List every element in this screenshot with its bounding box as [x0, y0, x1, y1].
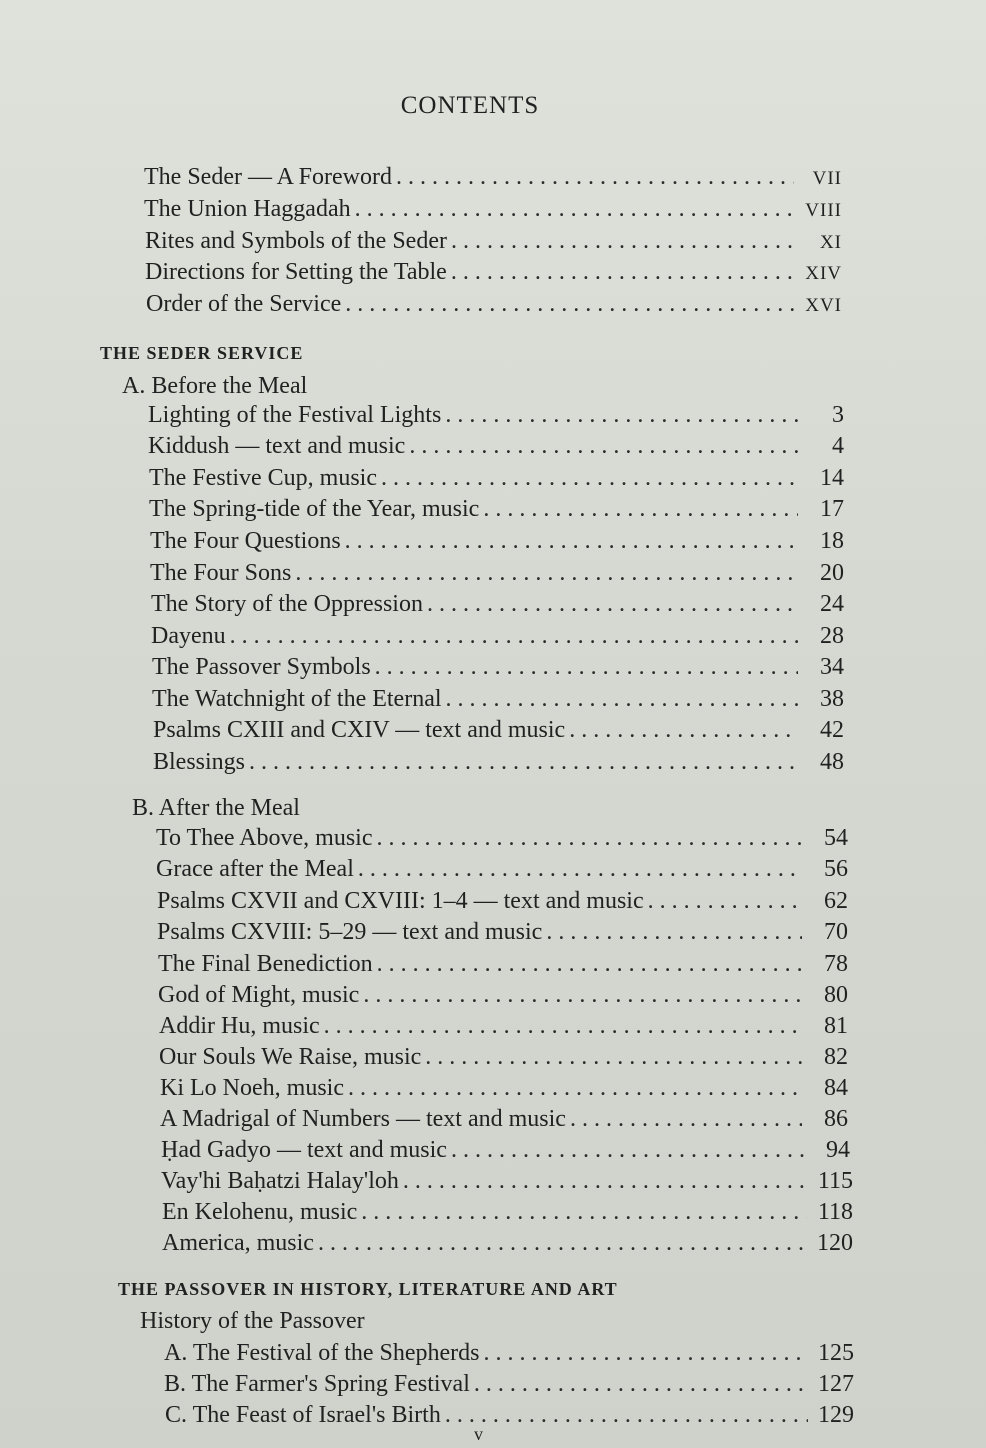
toc-entry-page: 78: [824, 951, 848, 977]
toc-entry-page: 94: [826, 1137, 850, 1163]
toc-entry: [158, 980, 848, 1010]
toc-entry: [159, 1042, 848, 1072]
leader-dots: [451, 1135, 804, 1165]
toc-entry-title: Ki Lo Noeh, music: [160, 1075, 344, 1101]
toc-entry-page: 20: [820, 560, 844, 586]
toc-entry-title: To Thee Above, music: [156, 825, 373, 851]
toc-entry-page: 17: [820, 496, 844, 522]
toc-entry-title: Psalms CXVII and CXVIII: 1–4 — text and music: [157, 888, 644, 914]
leader-dots: [451, 257, 794, 287]
leader-dots: [358, 854, 802, 884]
toc-entry-title: Kiddush — text and music: [148, 433, 406, 459]
toc-entry-page: 115: [817, 1168, 853, 1194]
toc-entry-page: VIII: [805, 200, 842, 221]
toc-entry-title: The Story of the Oppression: [151, 591, 423, 617]
toc-entry-page: 62: [824, 888, 848, 914]
leader-dots: [377, 823, 802, 853]
leader-dots: [484, 1338, 808, 1368]
toc-entry-page: 54: [824, 825, 848, 851]
toc-entry-page: 14: [820, 465, 844, 491]
toc-entry: [146, 289, 842, 321]
toc-entry-page: 118: [817, 1199, 853, 1225]
leader-dots: [425, 1042, 802, 1072]
toc-entry-title: The Watchnight of the Eternal: [152, 686, 442, 712]
toc-entry-page: 28: [820, 623, 844, 649]
toc-entry: [151, 621, 844, 651]
section-heading-passover-history: THE PASSOVER IN HISTORY, LITERATURE AND ART: [118, 1279, 618, 1299]
toc-entry-title: A Madrigal of Numbers — text and music: [160, 1106, 566, 1132]
toc-entry-title: God of Might, music: [158, 982, 360, 1008]
toc-entry-title: The Four Questions: [150, 528, 341, 554]
toc-entry-title: Our Souls We Raise, music: [159, 1044, 422, 1070]
toc-entry: [148, 400, 844, 430]
toc-entry-page: 120: [817, 1230, 853, 1256]
toc-entry: [162, 1228, 853, 1258]
leader-dots: [345, 526, 798, 556]
toc-entry: [164, 1338, 854, 1368]
toc-entry-title: The Spring-tide of the Year, music: [149, 496, 480, 522]
toc-entry: [145, 226, 842, 258]
toc-entry: [164, 1369, 854, 1399]
toc-entry-title: Psalms CXIII and CXIV — text and music: [153, 717, 566, 743]
toc-entry-page: VII: [812, 168, 842, 189]
toc-entry-title: Vay'hi Baḥatzi Halay'loh: [161, 1168, 399, 1194]
leader-dots: [648, 886, 802, 916]
leader-dots: [546, 917, 802, 947]
leader-dots: [451, 226, 794, 256]
toc-entry-title: En Kelohenu, music: [162, 1199, 358, 1225]
toc-entry: [157, 886, 848, 916]
toc-entry-page: 38: [820, 686, 844, 712]
toc-entry-title: Directions for Setting the Table: [145, 259, 447, 285]
leader-dots: [445, 400, 798, 430]
page-number: v: [474, 1424, 483, 1444]
toc-entry-page: 80: [824, 982, 848, 1008]
leader-dots: [483, 494, 798, 524]
toc-entry: [145, 257, 842, 289]
toc-entry: [144, 194, 842, 226]
toc-entry-title: The Union Haggadah: [144, 196, 351, 222]
toc-entry-title: The Four Sons: [150, 560, 292, 586]
leader-dots: [324, 1011, 802, 1041]
toc-entry: [156, 854, 848, 884]
toc-entry: [158, 949, 848, 979]
leader-dots: [375, 652, 798, 682]
toc-entry: [153, 747, 844, 777]
toc-entry-page: 127: [818, 1371, 854, 1397]
toc-entry: [152, 684, 844, 714]
toc-entry: [150, 558, 844, 588]
leader-dots: [403, 1166, 807, 1196]
toc-entry: [161, 1135, 850, 1165]
toc-entry: [159, 1011, 848, 1041]
toc-entry: [151, 589, 844, 619]
leader-dots: [345, 289, 794, 319]
toc-entry-page: 24: [820, 591, 844, 617]
toc-entry: [153, 715, 844, 745]
leader-dots: [446, 684, 798, 714]
toc-entry-title: Ḥad Gadyo — text and music: [161, 1137, 447, 1163]
toc-entry: [149, 463, 844, 493]
toc-entry-title: The Festive Cup, music: [149, 465, 377, 491]
leader-dots: [249, 747, 798, 777]
toc-entry-page: 56: [824, 856, 848, 882]
toc-entry-title: The Final Benediction: [158, 951, 373, 977]
subheading-history-of-passover: History of the Passover: [140, 1308, 365, 1334]
toc-entry: [162, 1197, 853, 1227]
leader-dots: [230, 621, 798, 651]
toc-entry-page: 34: [820, 654, 844, 680]
toc-entry-title: Addir Hu, music: [159, 1013, 320, 1039]
leader-dots: [396, 162, 794, 192]
toc-entry: [160, 1104, 848, 1134]
toc-entry-title: Blessings: [153, 749, 246, 775]
toc-entry: [165, 1400, 854, 1430]
toc-entry-page: 42: [820, 717, 844, 743]
toc-entry-page: 18: [820, 528, 844, 554]
toc-entry-page: 70: [824, 919, 848, 945]
toc-entry-title: Order of the Service: [146, 291, 342, 317]
subheading-before-meal: A. Before the Meal: [122, 373, 308, 399]
toc-entry: [152, 652, 844, 682]
toc-entry-page: 84: [824, 1075, 848, 1101]
leader-dots: [445, 1400, 808, 1430]
toc-entry-title: Lighting of the Festival Lights: [148, 402, 442, 428]
subheading-after-meal: B. After the Meal: [132, 795, 300, 821]
toc-entry: [157, 917, 848, 947]
leader-dots: [363, 980, 802, 1010]
toc-entry: [149, 494, 844, 524]
toc-entry-title: C. The Feast of Israel's Birth: [165, 1402, 441, 1428]
toc-entry-title: Dayenu: [151, 623, 226, 649]
toc-entry-page: XIV: [805, 263, 842, 284]
toc-entry-page: 86: [824, 1106, 848, 1132]
toc-entry-title: The Seder — A Foreword: [144, 164, 392, 190]
toc-entry-title: Rites and Symbols of the Seder: [145, 228, 447, 254]
leader-dots: [427, 589, 798, 619]
toc-entry-title: B. The Farmer's Spring Festival: [164, 1371, 470, 1397]
toc-entry-page: 81: [824, 1013, 848, 1039]
leader-dots: [570, 1104, 802, 1134]
toc-entry-page: 125: [818, 1340, 854, 1366]
toc-entry: [144, 162, 842, 194]
page-title: CONTENTS: [400, 92, 540, 119]
toc-entry-title: A. The Festival of the Shepherds: [164, 1340, 480, 1366]
toc-entry: [150, 526, 844, 556]
toc-entry: [160, 1073, 848, 1103]
leader-dots: [377, 949, 802, 979]
toc-entry: [161, 1166, 853, 1196]
leader-dots: [318, 1228, 807, 1258]
toc-entry-page: 82: [824, 1044, 848, 1070]
leader-dots: [355, 194, 794, 224]
toc-entry-title: Grace after the Meal: [156, 856, 354, 882]
leader-dots: [361, 1197, 807, 1227]
leader-dots: [569, 715, 798, 745]
toc-entry-page: XI: [819, 232, 842, 253]
toc-entry: [156, 823, 848, 853]
section-heading-seder-service: THE SEDER SERVICE: [100, 343, 304, 363]
toc-entry-page: XVI: [805, 295, 842, 316]
toc-entry-title: Psalms CXVIII: 5–29 — text and music: [157, 919, 543, 945]
toc-entry-page: 48: [820, 749, 844, 775]
toc-entry-title: America, music: [162, 1230, 314, 1256]
leader-dots: [474, 1369, 808, 1399]
leader-dots: [295, 558, 798, 588]
leader-dots: [348, 1073, 802, 1103]
toc-entry: [148, 431, 844, 461]
leader-dots: [381, 463, 798, 493]
toc-entry-page: 129: [818, 1402, 854, 1428]
toc-entry-page: 4: [832, 433, 844, 459]
toc-entry-title: The Passover Symbols: [152, 654, 371, 680]
leader-dots: [409, 431, 798, 461]
toc-entry-page: 3: [832, 402, 844, 428]
